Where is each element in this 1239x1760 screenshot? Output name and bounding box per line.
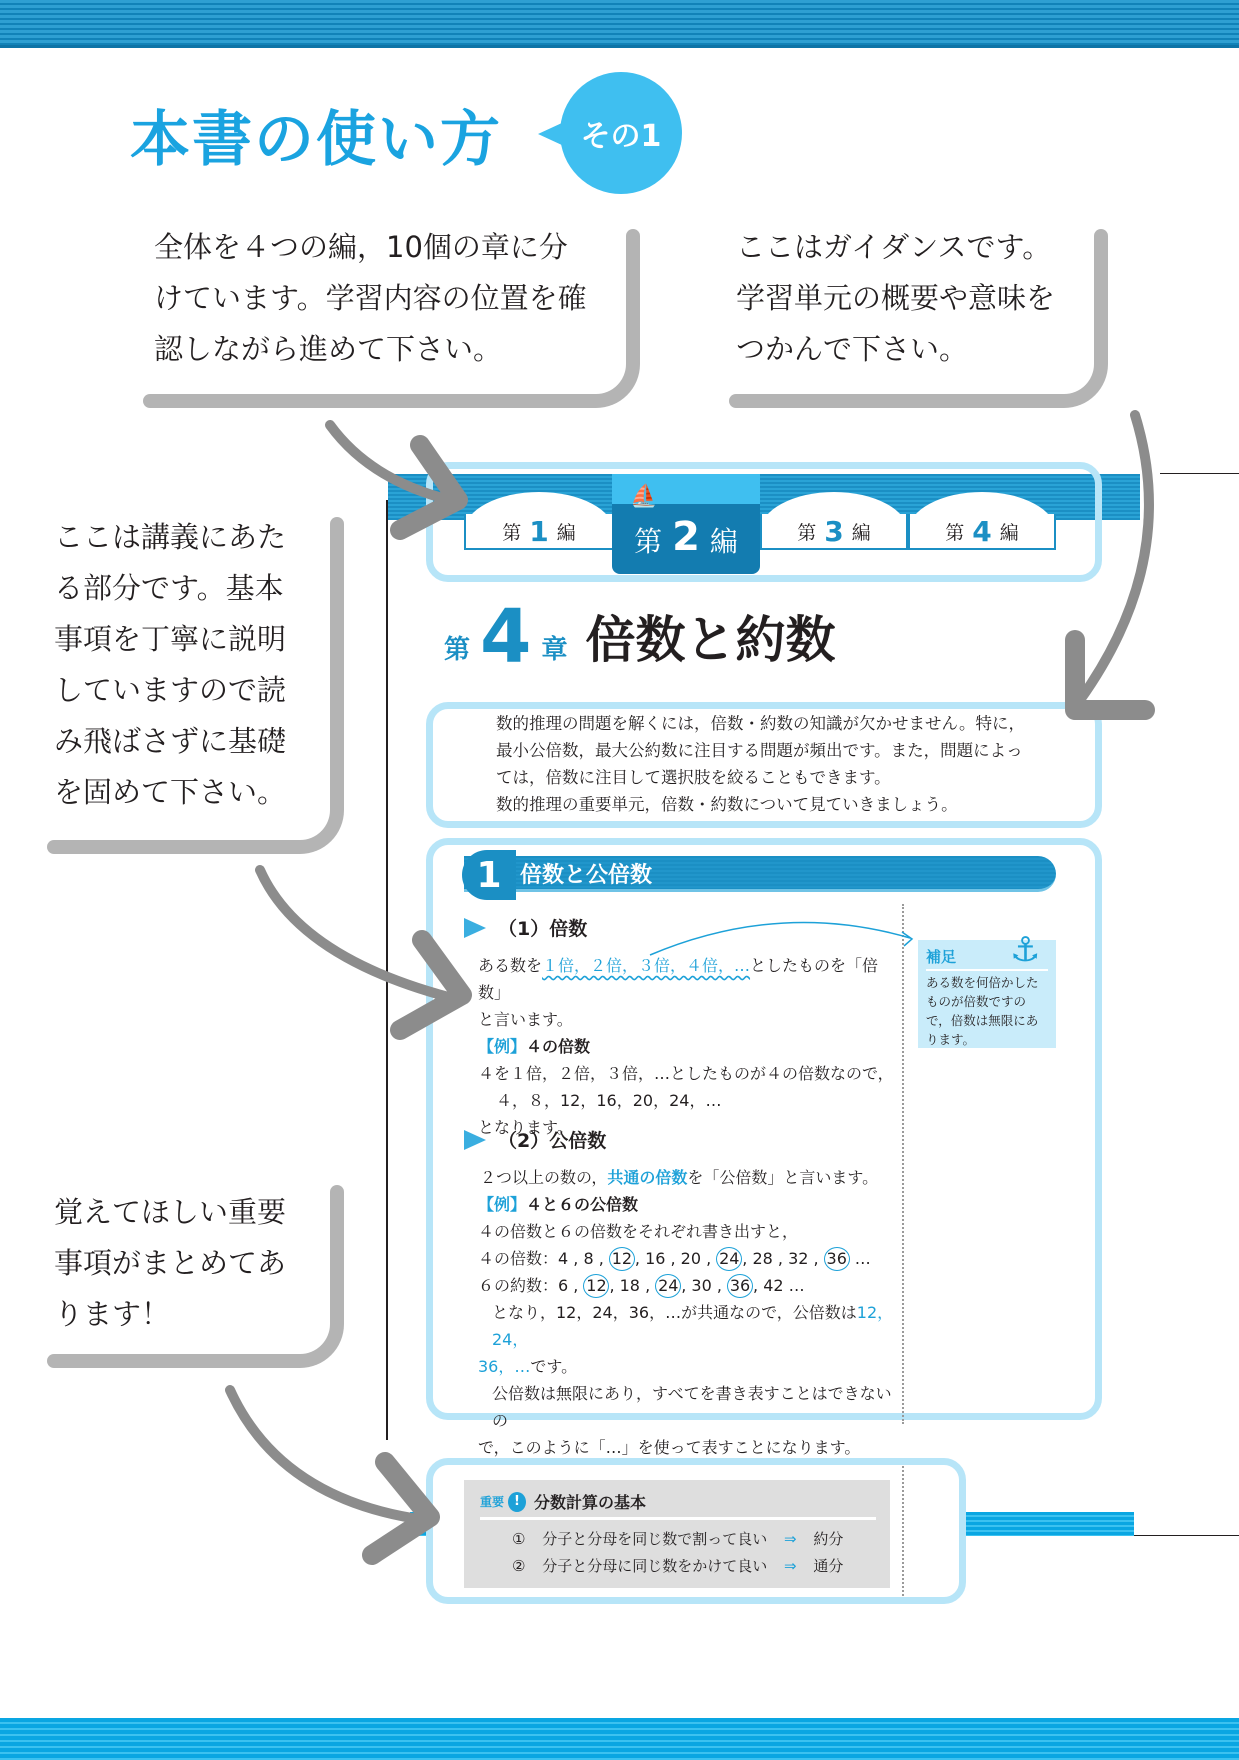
important-row-1: ① 分子と分母を同じ数で割って良い ⇒ 約分 bbox=[512, 1530, 844, 1548]
bottom-stripe-band bbox=[0, 1718, 1239, 1760]
page-title: 本書の使い方 bbox=[130, 105, 502, 175]
page-bottom-right-rule bbox=[1130, 1535, 1239, 1536]
important-divider bbox=[480, 1517, 876, 1520]
tab-part-4[interactable]: 第 4 編 bbox=[908, 514, 1056, 550]
page-top-right-rule bbox=[1160, 473, 1239, 474]
supplement-box: 補足 ある数を何倍かした ものが倍数ですの で，倍数は無限にあ ります。 bbox=[918, 940, 1056, 1048]
tab-part-3[interactable]: 第 3 編 bbox=[760, 514, 908, 550]
section-number: 1 bbox=[462, 850, 516, 900]
tab-part-2-active[interactable]: ⛵ 第 2 編 bbox=[612, 474, 760, 574]
subheading-multiples: （1）倍数 bbox=[464, 914, 587, 941]
callout-important: 覚えてほしい重要 事項がまとめてあ ります！ bbox=[54, 1195, 287, 1331]
chapter-title: 倍数と約数 bbox=[585, 611, 836, 669]
margin-divider-bottom bbox=[902, 1466, 904, 1596]
page-bottom-stripe bbox=[966, 1512, 1134, 1536]
important-row-2: ② 分子と分母に同じ数をかけて良い ⇒ 通分 bbox=[512, 1557, 844, 1575]
part-badge-label: その1 bbox=[580, 119, 662, 154]
arrow-to-important-icon bbox=[230, 1390, 425, 1520]
anchor-icon: ⚓ bbox=[1010, 930, 1041, 970]
tabs-highlight-frame bbox=[426, 462, 1102, 582]
guidance-text: 数的推理の問題を解くには，倍数・約数の知識が欠かせません。特に， 最小公倍数，最大公約数に注目する問題が頻出です。また，問題によっ ては，倍数に注目して選択肢を絞ることもできます。 数的推理の重要単元，倍数・約数について見ていきましょう。 bbox=[496, 714, 1025, 814]
margin-divider bbox=[902, 904, 904, 1424]
multiples-of-4-row: ４の倍数：4 , 8 , 12 , 16 , 20 , 24 , 28 , 32 , 36 … bbox=[478, 1245, 902, 1272]
triangle-bullet-icon bbox=[464, 1130, 486, 1150]
callout-lecture: ここは講義にあた る部分です。基本 事項を丁寧に説明 していますので読 み飛ばさずに基礎 を固めて下さい。 bbox=[54, 520, 287, 809]
multiples-of-6-row: ６の約数：6 , 12 , 18 , 24 , 30 , 36 , 42 … bbox=[478, 1272, 902, 1299]
multiples-body: ある数を１倍，２倍，３倍，４倍，…としたものを「倍数」 と言います。 【例】４の倍数 ４を１倍，２倍，３倍，…としたものが４の倍数なので， ４，８，12，16，20，24，… となります。 bbox=[478, 956, 894, 1137]
callout-guidance: ここはガイダンスです。 学習単元の概要や意味を つかんで下さい。 bbox=[736, 230, 1056, 366]
section-title: 倍数と公倍数 bbox=[520, 863, 653, 888]
part-badge bbox=[560, 72, 682, 194]
important-title: 分数計算の基本 bbox=[534, 1493, 647, 1512]
subheading-common-multiples: （2）公倍数 bbox=[464, 1126, 606, 1153]
tab-part-1[interactable]: 第 1 編 bbox=[464, 514, 614, 550]
chapter-heading: 第 4 章 倍数と約数 bbox=[444, 594, 836, 680]
important-box: 重要 ! 分数計算の基本 ① 分子と分母を同じ数で割って良い ⇒ 約分 ② 分子と分母に同じ数をかけて良い ⇒ 通分 bbox=[464, 1480, 890, 1588]
page-left-edge bbox=[386, 500, 388, 1440]
exclamation-icon: ! bbox=[508, 1492, 526, 1512]
ship-icon: ⛵ bbox=[630, 484, 658, 509]
common-multiples-body: ２つ以上の数の，共通の倍数を「公倍数」と言います。 【例】４と６の公倍数 ４の倍数と６の倍数をそれぞれ書き出すと， ４の倍数：4 , 8 , 12 , 16 , 20 , 24 , 28 , 32 , 36 … ６の約数：6 , 12 , 18 , 24 , 30 , 36 , 42 … となり，12，24，36，…が共通なので，公倍数は12，24， 36，…です。 公倍数は無限にあり，すべてを書き表すことはできないの で，このように「…」を使って表すことになります。 bbox=[478, 1164, 902, 1461]
top-stripe-band bbox=[0, 0, 1239, 48]
callout-structure: 全体を４つの編，10個の章に分 けています。学習内容の位置を確 認しながら進めて下さい。 bbox=[154, 230, 587, 366]
triangle-bullet-icon bbox=[464, 918, 486, 938]
